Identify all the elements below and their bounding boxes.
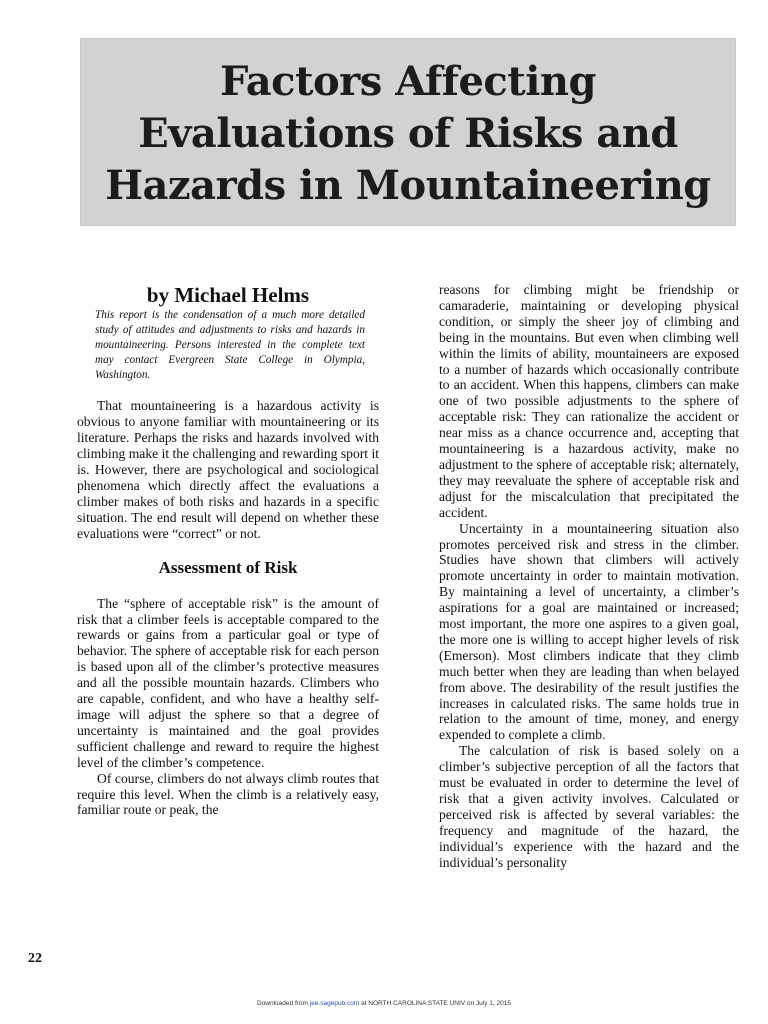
body-paragraph: The “sphere of acceptable risk” is the amount of risk that a climber feels is acceptable compared to the rewards or gains from a particular goal or type of behavior. The sphere of acceptable risk for each person is based upon all of the climber’s protective measures and all the possible mountain hazards. Climbers who are capable, confident, and who have a healthy self-image will adjust the sphere so that a degree of uncertainty is maintained and the goal provides sufficient challenge and reward to require the highest level of the climber’s competence.: [77, 595, 379, 770]
article-title: [80, 38, 736, 212]
page-number: 22: [28, 951, 42, 966]
footer-link[interactable]: jee.sagepub.com: [309, 1000, 360, 1007]
title-line-2: Evaluations of Risks and: [138, 110, 678, 157]
footer-prefix: Downloaded from: [257, 1000, 310, 1007]
right-column: [439, 282, 739, 871]
footer-suffix: at NORTH CAROLINA STATE UNIV on July 1, 2015: [359, 1000, 511, 1007]
left-column: [77, 282, 379, 818]
title-banner: [80, 38, 736, 226]
body-paragraph: reasons for climbing might be friendship or camaraderie, maintaining or developing physical condition, or simply the sheer joy of climbing and being in the mountains. But even when climbing well within the limits of ability, mountaineers are exposed to a number of hazards which occasionally contribute to an accident. When this happens, climbers can make one of two possible adjustments to the sphere of acceptable risk: They can rationalize the accident or near miss as a chance occurrence and, accepting that mountaineering is a hazardous activity, make no adjustment to the sphere of acceptable risk; alternately, they may reevaluate the sphere of acceptable risk and adjust for the miscalculation that precipitated the accident.: [439, 282, 739, 520]
editor-note: This report is the condensation of a much more detailed study of attitudes and adjustments to risks and hazards in mountaineering. Persons interested in the complete text may contact Evergreen State College in Olympia, Washington.: [95, 309, 365, 382]
body-paragraph: Uncertainty in a mountaineering situation also promotes perceived risk and stress in the climber. Studies have shown that climbers will actively promote uncertainty in order to maintain motivation. By maintaining a level of uncertainty, a climber’s aspirations for a goal are maintained or increased; most important, the more one aspires to a given goal, the more one is willing to accept higher levels of risk (Emerson). Most climbers indicate that they climb much better when they are leading than when belayed from above. The desirability of the result justifies the increases in calculated risks. The same holds true in relation to the amount of time, money, and energy expended to complete a climb.: [439, 520, 739, 743]
intro-paragraph: That mountaineering is a hazardous activity is obvious to anyone familiar with mountaineering or its literature. Perhaps the risks and hazards involved with climbing make it the challenging and rewarding sport it is. However, there are psychological and sociological phenomena which directly affect the evaluations a climber makes of both risks and hazards in a specific situation. The end result will depend on whether these evaluations were “correct” or not.: [77, 398, 380, 541]
body-paragraph: Of course, climbers do not always climb routes that require this level. When the climb is a relatively easy, familiar route or peak, the: [77, 770, 379, 818]
download-footer: [0, 1000, 768, 1007]
byline: by Michael Helms: [146, 283, 310, 307]
title-line-3: Hazards in Mountaineering: [105, 162, 711, 209]
section-heading: Assessment of Risk: [158, 557, 298, 577]
title-line-1: Factors Affecting: [220, 58, 596, 105]
body-paragraph: The calculation of risk is based solely on a climber’s subjective perception of all the factors that must be evaluated in order to determine the level of risk that a given activity involves. Calculated or perceived risk is affected by several variables: the frequency and magnitude of the hazard, the individual’s experience with the hazard and the individual’s personality: [439, 743, 739, 870]
